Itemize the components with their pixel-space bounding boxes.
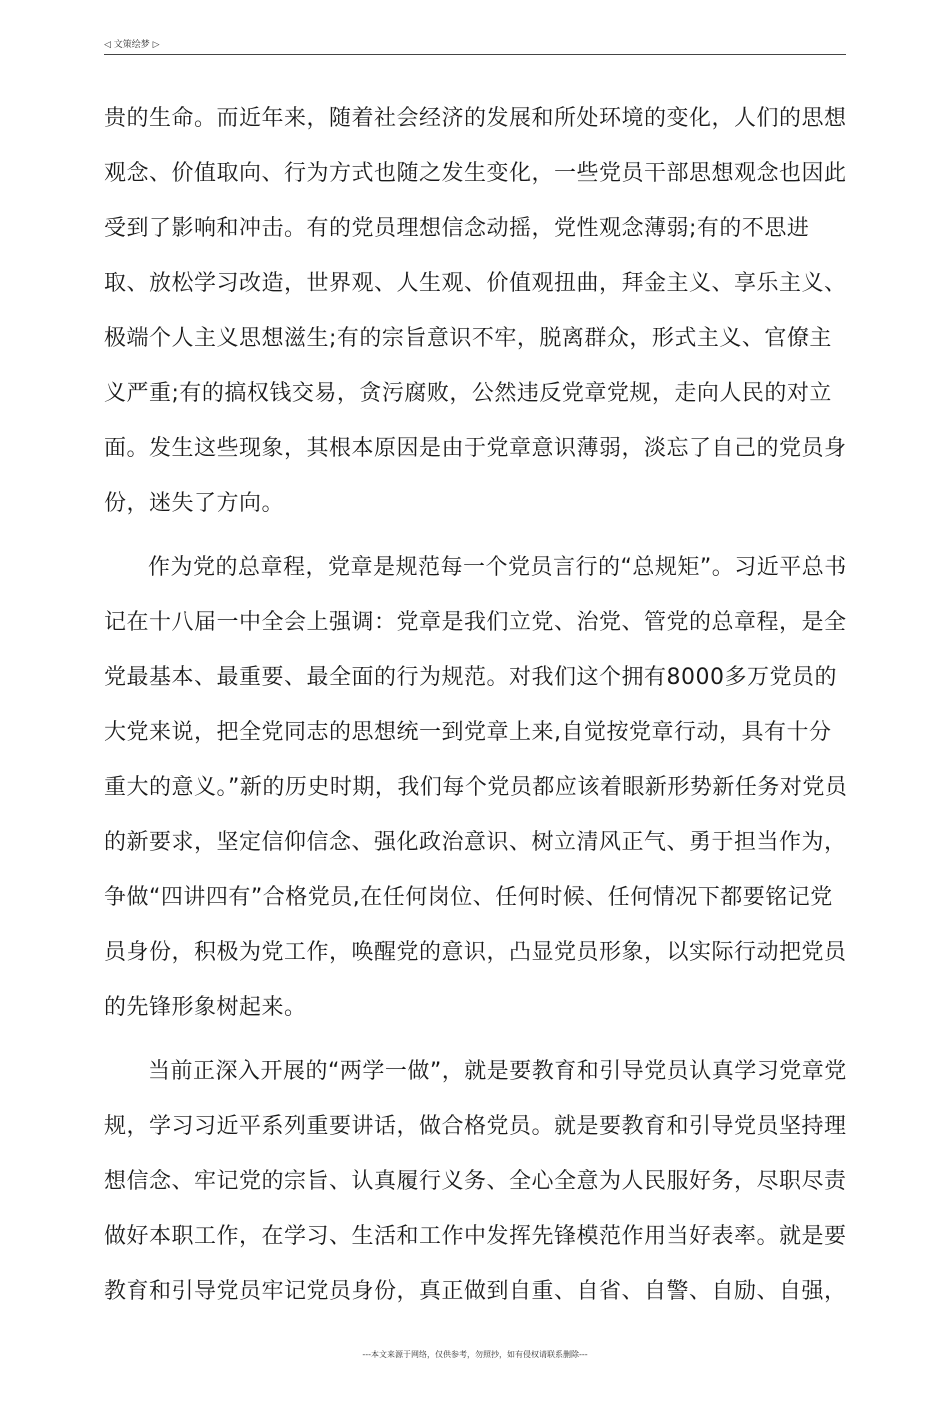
paragraph-1: 贵的生命。而近年来，随着社会经济的发展和所处环境的变化，人们的思想观念、价值取向、行为方式也随之发生变化，一些党员干部思想观念也因此受到了影响和冲击。有的党员理想信念动摇，党性观念薄弱;有的不思进取、放松学习改造，世界观、人生观、价值观扭曲，拜金主义、享乐主义、极端个人主义思想滋生;有的宗旨意识不牢，脱离群众，形式主义、官僚主义严重;有的搞权钱交易，贪污腐败，公然违反党章党规，走向人民的对立面。发生这些现象，其根本原因是由于党章意识薄弱，淡忘了自己的党员身份，迷失了方向。: [104, 106, 847, 516]
paragraph-3: 当前正深入开展的“两学一做”，就是要教育和引导党员认真学习党章党规，学习习近平系列重要讲话，做合格党员。就是要教育和引导党员坚持理想信念、牢记党的宗旨、认真履行义务、全心全意为人民服好务，尽职尽责做好本职工作，在学习、生活和工作中发挥先锋模范作用当好表率。就是要教育和引导党员牢记党员身份，真正做到自重、自省、自警、自励、自强，: [104, 1059, 847, 1304]
paragraph-2: 作为党的总章程，党章是规范每一个党员言行的“总规矩”。习近平总书记在十八届一中全会上强调：党章是我们立党、治党、管党的总章程，是全党最基本、最重要、最全面的行为规范。对我们这个拥有8000多万党员的大党来说，把全党同志的思想统一到党章上来,自觉按党章行动，具有十分重大的意义。”新的历史时期，我们每个党员都应该着眼新形势新任务对党员的新要求，坚定信仰信念、强化政治意识、树立清风正气、勇于担当作为，争做“四讲四有”合格党员,在任何岗位、任何时候、任何情况下都要铭记党员身份，积极为党工作，唤醒党的意识，凸显党员形象，以实际行动把党员的先锋形象树起来。: [104, 555, 848, 1020]
header-logo-text: ◁ 文策绘梦 ▷: [104, 40, 160, 50]
page-header: [104, 38, 846, 55]
page-footer: ---本文来源于网络，仅供参考，勿照抄，如有侵权请联系删除---: [362, 1350, 588, 1359]
document-body: [104, 91, 849, 1319]
